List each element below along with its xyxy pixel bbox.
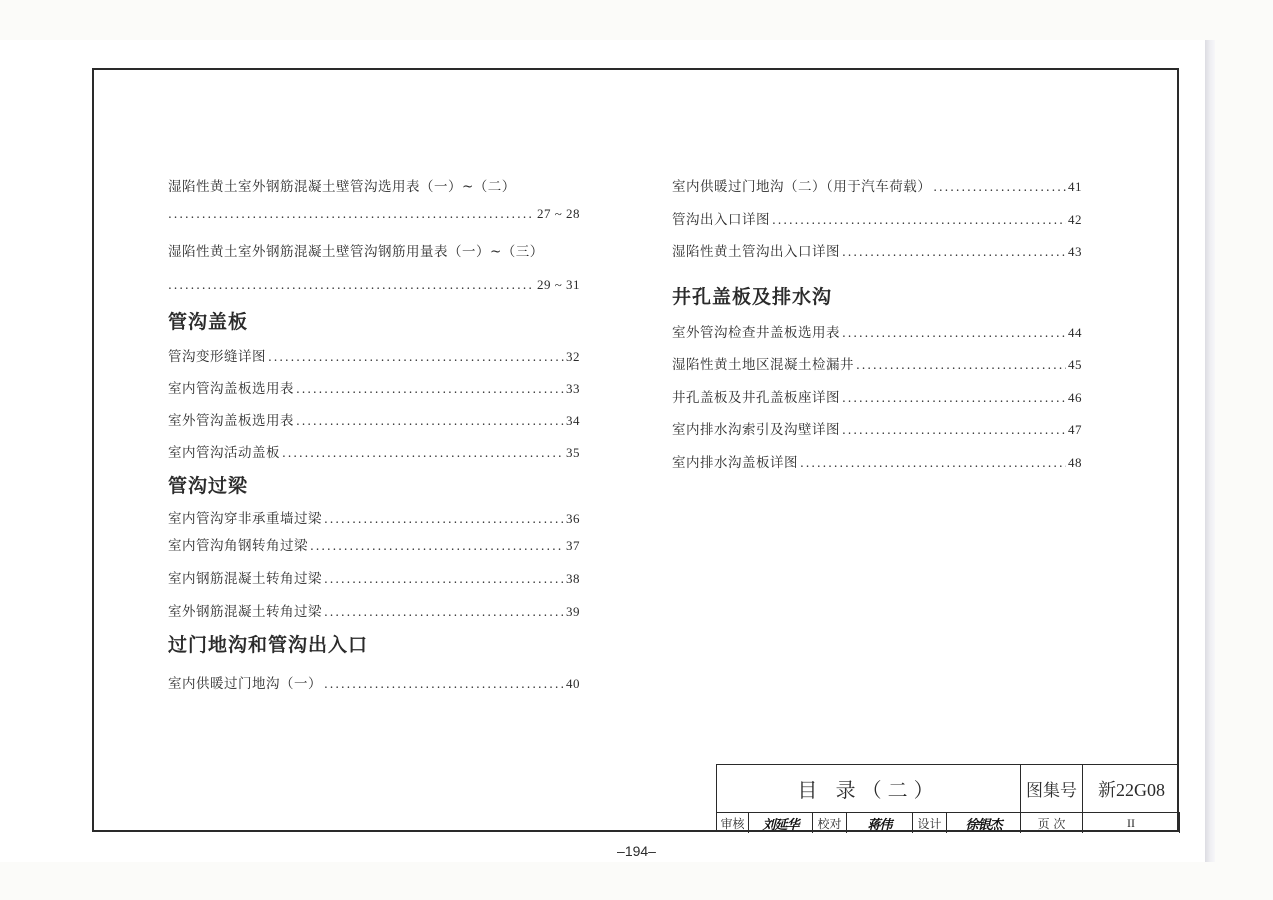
toc-entry bbox=[672, 208, 1082, 230]
leader-dots bbox=[268, 349, 564, 365]
toc-entry-title: 室外钢筋混凝土转角过梁 bbox=[168, 604, 322, 620]
leader-dots bbox=[800, 455, 1066, 471]
set-number: 新22G08 bbox=[1083, 765, 1180, 813]
toc-entry bbox=[168, 672, 580, 694]
toc-entry-title: 湿陷性黄土室外钢筋混凝土壁管沟钢筋用量表（一）~（三） bbox=[168, 244, 544, 260]
toc-entry-title: 室内管沟活动盖板 bbox=[168, 445, 280, 461]
set-label: 图集号 bbox=[1021, 765, 1083, 813]
toc-entry-page: 39 bbox=[566, 604, 580, 619]
toc-entry-page: 32 bbox=[566, 349, 580, 364]
toc-entry-page: 33 bbox=[566, 381, 580, 396]
toc-entry bbox=[168, 534, 580, 556]
toc-entry-page: 47 bbox=[1068, 422, 1082, 437]
toc-entry-title: 室内供暖过门地沟（一） bbox=[168, 676, 322, 692]
leader-dots bbox=[324, 571, 564, 587]
toc-entry-page: 43 bbox=[1068, 244, 1082, 259]
toc-entry bbox=[672, 386, 1082, 408]
toc-entry-page: 38 bbox=[566, 571, 580, 586]
toc-entry-title: 室内管沟穿非承重墙过梁 bbox=[168, 511, 322, 527]
toc-entry-title: 湿陷性黄土管沟出入口详图 bbox=[672, 244, 840, 260]
toc-entry-title: 室内排水沟盖板详图 bbox=[672, 455, 798, 471]
toc-entry bbox=[672, 451, 1082, 473]
toc-entry bbox=[168, 600, 580, 622]
leader-dots bbox=[324, 511, 564, 527]
toc-entry-page: 34 bbox=[566, 413, 580, 428]
footer-page-number: –194– bbox=[617, 843, 656, 859]
review-signature: 刘延华 bbox=[749, 813, 813, 833]
toc-entry bbox=[672, 175, 1082, 197]
toc-entry-page: 27 ~ 28 bbox=[536, 206, 580, 221]
toc-entry bbox=[168, 240, 580, 262]
signature-row bbox=[717, 813, 1180, 833]
page-value: II bbox=[1083, 813, 1180, 833]
toc-entry-title: 室内排水沟索引及沟壁详图 bbox=[672, 422, 840, 438]
toc-entry-page: 46 bbox=[1068, 390, 1082, 405]
toc-entry-page: 29 ~ 31 bbox=[536, 277, 580, 292]
leader-dots bbox=[842, 244, 1066, 260]
leader-dots bbox=[296, 413, 564, 429]
toc-entry bbox=[672, 353, 1082, 375]
toc-entry bbox=[672, 321, 1082, 343]
leader-dots bbox=[842, 325, 1066, 341]
toc-entry-page: 35 bbox=[566, 445, 580, 460]
drawing-title: 目 录（二） bbox=[717, 765, 1021, 813]
leader-dots bbox=[324, 676, 564, 692]
toc-entry-title: 管沟变形缝详图 bbox=[168, 349, 266, 365]
toc-entry-title: 湿陷性黄土室外钢筋混凝土壁管沟选用表（一）~（二） bbox=[168, 179, 516, 195]
leader-dots bbox=[324, 604, 564, 620]
toc-entry bbox=[168, 507, 580, 529]
leader-dots bbox=[296, 381, 564, 397]
check-label: 校对 bbox=[813, 813, 847, 833]
toc-entry-title: 室外管沟盖板选用表 bbox=[168, 413, 294, 429]
toc-entry-title: 室内管沟角钢转角过梁 bbox=[168, 538, 308, 554]
leader-dots bbox=[282, 445, 564, 461]
section-heading: 过门地沟和管沟出入口 bbox=[168, 634, 369, 656]
toc-entry bbox=[672, 418, 1082, 440]
toc-entry bbox=[168, 441, 580, 463]
toc-entry-page: 36 bbox=[566, 511, 580, 526]
toc-entry bbox=[168, 206, 580, 228]
toc-entry bbox=[168, 377, 580, 399]
toc-entry bbox=[168, 277, 580, 299]
leader-dots bbox=[168, 206, 535, 222]
title-block bbox=[716, 764, 1179, 832]
review-label: 审核 bbox=[717, 813, 749, 833]
toc-entry-page: 37 bbox=[566, 538, 580, 553]
leader-dots bbox=[310, 538, 564, 554]
toc-entry-page: 42 bbox=[1068, 212, 1082, 227]
section-heading: 管沟盖板 bbox=[168, 311, 249, 333]
toc-entry-page: 48 bbox=[1068, 455, 1082, 470]
check-signature: 蒋伟 bbox=[847, 813, 913, 833]
toc-entry-title: 室内钢筋混凝土转角过梁 bbox=[168, 571, 322, 587]
leader-dots bbox=[842, 390, 1066, 406]
toc-entry bbox=[168, 409, 580, 431]
leader-dots bbox=[933, 179, 1066, 195]
toc-entry bbox=[672, 240, 1082, 262]
design-label: 设计 bbox=[913, 813, 947, 833]
page-label: 页 次 bbox=[1021, 813, 1083, 833]
leader-dots bbox=[842, 422, 1066, 438]
toc-entry-title: 井孔盖板及井孔盖板座详图 bbox=[672, 390, 840, 406]
page-edge bbox=[1205, 40, 1215, 862]
section-heading: 井孔盖板及排水沟 bbox=[672, 286, 833, 308]
toc-entry-page: 40 bbox=[566, 676, 580, 691]
toc-entry-page: 41 bbox=[1068, 179, 1082, 194]
toc-left-column bbox=[168, 0, 580, 900]
leader-dots bbox=[856, 357, 1066, 373]
toc-entry bbox=[168, 345, 580, 367]
toc-entry-title: 湿陷性黄土地区混凝土检漏井 bbox=[672, 357, 854, 373]
leader-dots bbox=[772, 212, 1066, 228]
toc-entry-title: 室内供暖过门地沟（二）（用于汽车荷载） bbox=[672, 179, 932, 195]
toc-entry-page: 45 bbox=[1068, 357, 1082, 372]
toc-entry-title: 室外管沟检查井盖板选用表 bbox=[672, 325, 840, 341]
toc-entry bbox=[168, 175, 580, 197]
leader-dots bbox=[168, 277, 535, 293]
toc-entry-page: 44 bbox=[1068, 325, 1082, 340]
toc-entry-title: 管沟出入口详图 bbox=[672, 212, 770, 228]
section-heading: 管沟过梁 bbox=[168, 475, 249, 497]
design-signature: 徐银杰 bbox=[947, 813, 1021, 833]
toc-entry-title: 室内管沟盖板选用表 bbox=[168, 381, 294, 397]
toc-entry bbox=[168, 567, 580, 589]
